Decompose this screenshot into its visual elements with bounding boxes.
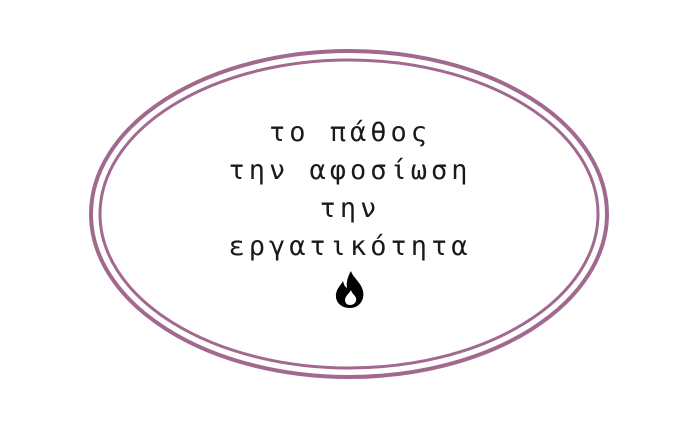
tagline (0, 114, 700, 266)
tagline-line-3: την (319, 193, 381, 224)
tagline-line-4: εργατικότητα (228, 231, 472, 262)
flame-icon (331, 270, 369, 310)
tagline-line-2: την αφοσίωση (228, 155, 472, 186)
tagline-line-1: το πάθος (268, 117, 432, 148)
